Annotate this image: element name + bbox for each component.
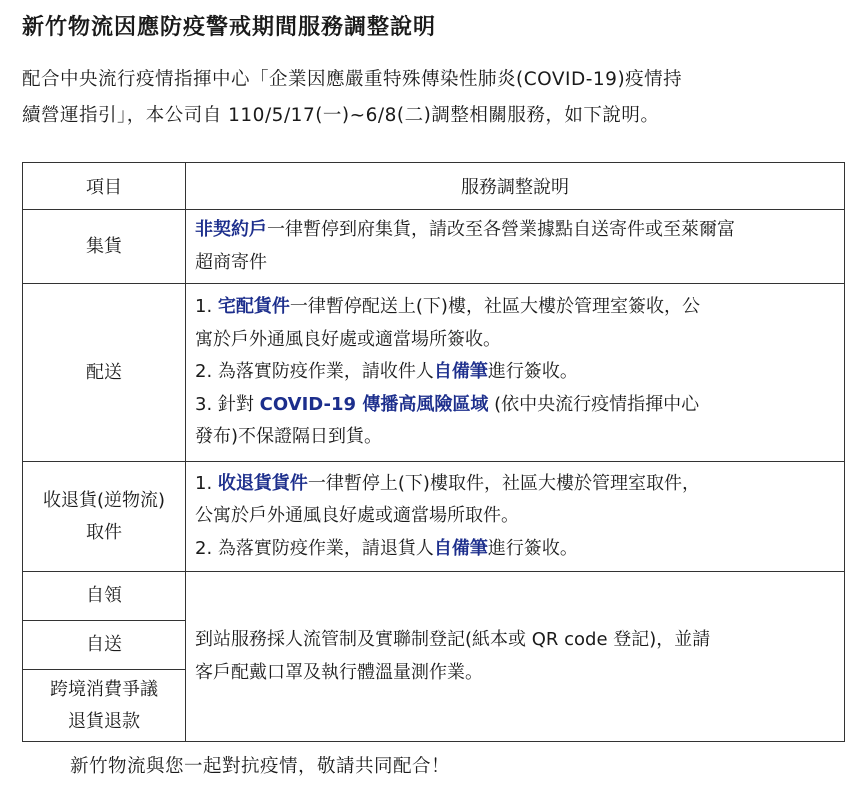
item-self-send: 自送 bbox=[23, 621, 186, 670]
table-row bbox=[23, 572, 845, 621]
table-row bbox=[23, 284, 845, 462]
page-title: 新竹物流因應防疫警戒期間服務調整說明 bbox=[22, 15, 437, 40]
desc-text: 公寓於戶外通風良好處或適當場所取件。 bbox=[195, 505, 519, 527]
item-label: 取件 bbox=[86, 521, 122, 543]
intro-line: 配合中央流行疫情指揮中心「企業因應嚴重特殊傳染性肺炎(COVID-19)疫情持 bbox=[22, 69, 683, 90]
item-label: 退貨退款 bbox=[68, 710, 140, 732]
desc-station bbox=[186, 572, 845, 742]
highlight-text: 收退貨貨件 bbox=[217, 472, 308, 494]
desc-text: 2. 為落實防疫作業，請退貨人 bbox=[195, 537, 434, 559]
list-number: 1. bbox=[195, 296, 218, 318]
item-pickup: 集貨 bbox=[23, 210, 186, 284]
desc-text: 寓於戶外通風良好處或適當場所簽收。 bbox=[195, 328, 501, 350]
desc-returns bbox=[186, 462, 845, 572]
desc-delivery bbox=[186, 284, 845, 462]
desc-text: 進行簽收。 bbox=[487, 537, 578, 559]
highlight-text: 自備筆 bbox=[433, 537, 488, 559]
list-number: 1. bbox=[195, 472, 218, 494]
footer-text: 新竹物流與您一起對抗疫情，敬請共同配合！ bbox=[70, 756, 451, 777]
desc-text: 一律暫停到府集貨，請改至各營業據點自送寄件或至萊爾富 bbox=[267, 219, 735, 240]
header-item: 項目 bbox=[23, 163, 186, 210]
desc-text: 到站服務採人流管制及實聯制登記(紙本或 QR code 登記)，並請 bbox=[195, 629, 711, 650]
desc-pickup bbox=[186, 210, 845, 284]
intro-paragraph bbox=[22, 62, 822, 134]
desc-text: 一律暫停配送上(下)樓，社區大樓於管理室簽收，公 bbox=[289, 296, 700, 318]
desc-text: 發布)不保證隔日到貨。 bbox=[195, 426, 383, 448]
desc-text: 進行簽收。 bbox=[487, 361, 578, 383]
item-label: 收退貨(逆物流) bbox=[42, 489, 166, 511]
table-header-row bbox=[23, 163, 845, 210]
list-number: 3. 針對 bbox=[195, 393, 260, 415]
highlight-text: COVID-19 傳播高風險區域 bbox=[259, 393, 489, 415]
item-cross-border bbox=[23, 670, 186, 742]
highlight-text: 自備筆 bbox=[433, 361, 488, 383]
table-row bbox=[23, 462, 845, 572]
service-table bbox=[22, 162, 845, 742]
highlight-text: 宅配貨件 bbox=[217, 296, 290, 318]
desc-text: 2. 為落實防疫作業，請收件人 bbox=[195, 361, 434, 383]
table-row bbox=[23, 210, 845, 284]
item-delivery: 配送 bbox=[23, 284, 186, 462]
header-desc: 服務調整說明 bbox=[186, 163, 845, 210]
desc-text: 一律暫停上(下)樓取件，社區大樓於管理室取件， bbox=[307, 472, 700, 494]
item-label: 跨境消費爭議 bbox=[50, 678, 158, 700]
intro-line: 續營運指引」，本公司自 110/5/17(一)~6/8(二)調整相關服務，如下說明。 bbox=[22, 105, 660, 126]
desc-text: (依中央流行疫情指揮中心 bbox=[488, 393, 700, 415]
item-self-pickup: 自領 bbox=[23, 572, 186, 621]
desc-text: 超商寄件 bbox=[195, 251, 267, 273]
desc-text: 客戶配戴口罩及執行體溫量測作業。 bbox=[195, 661, 483, 683]
item-returns bbox=[23, 462, 186, 572]
highlight-text: 非契約戶 bbox=[195, 219, 267, 240]
